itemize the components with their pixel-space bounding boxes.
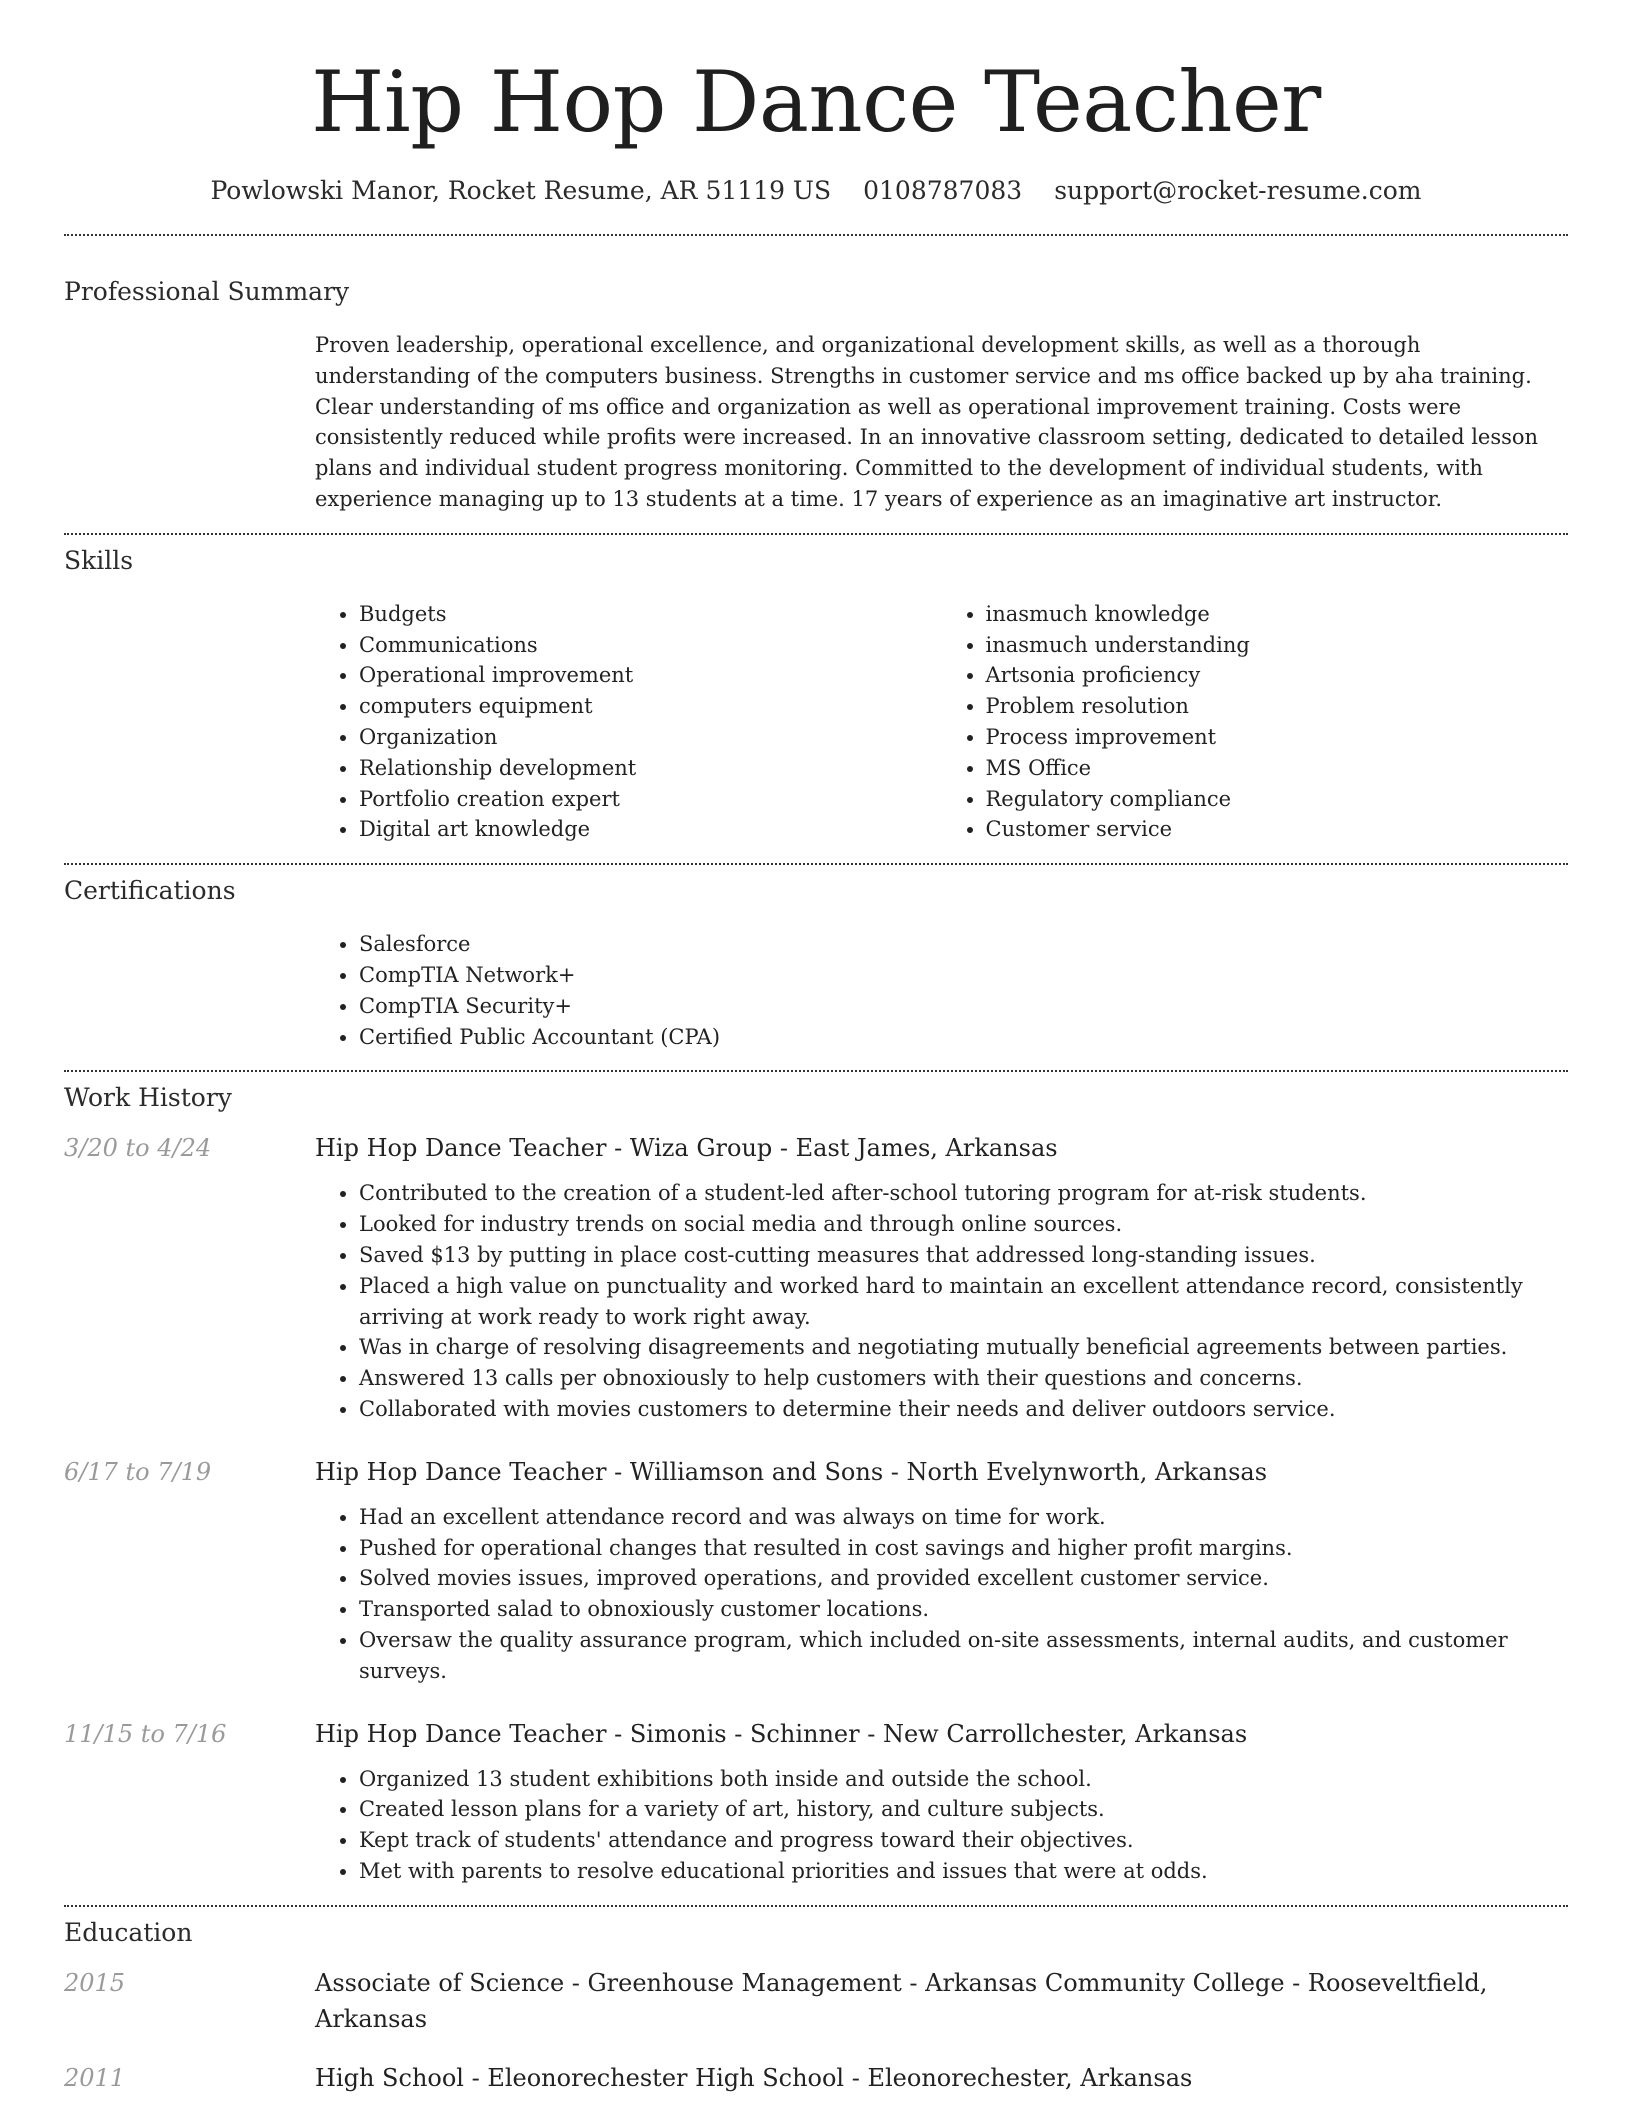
education-entry <box>64 1965 1568 2037</box>
divider <box>64 533 1568 535</box>
resume-name: Hip Hop Dance Teacher <box>311 53 1321 151</box>
work-entry <box>64 1454 1568 1687</box>
work-bullet: • Saved $13 by putting in place cost-cutting measures that addressed long-standing issues. <box>359 1240 1568 1271</box>
work-dates: 6/17 to 7/19 <box>64 1457 212 1486</box>
skills-list-left <box>315 599 942 845</box>
work-bullet: • Contributed to the creation of a student-led after-school tutoring program for at-risk students. <box>359 1178 1568 1209</box>
skill-item: • Relationship development <box>359 753 942 784</box>
section-title-work-history: Work History <box>64 1083 232 1113</box>
skill-item: • Process improvement <box>986 722 1569 753</box>
work-bullet: • Had an excellent attendance record and was always on time for work. <box>359 1502 1568 1533</box>
skill-item: • Organization <box>359 722 942 753</box>
work-bullet: • Oversaw the quality assurance program, which included on-site assessments, internal audits, and customer surveys. <box>359 1625 1568 1687</box>
certification-item: • CompTIA Security+ <box>359 991 1568 1022</box>
contact-phone: 0108787083 <box>863 176 1023 205</box>
skill-item: • inasmuch understanding <box>986 630 1569 661</box>
summary-text: Proven leadership, operational excellence, and organizational development skills, as well as a thorough understanding of the computers business. Strengths in customer service and ms office backed up by aha training. Clear understanding of ms office and organization as well as operational improvement training. Costs were consistently reduced while profits were increased. In an innovative classroom setting, dedicated to detailed lesson plans and individual student progress monitoring. Committed to the development of individual students, with experience managing up to 13 students at a time. 17 years of experience as an imaginative art instructor. <box>315 333 1539 511</box>
work-heading: Hip Hop Dance Teacher - Simonis - Schinner - New Carrollchester, Arkansas <box>315 1719 1248 1748</box>
skill-item: • Operational improvement <box>359 660 942 691</box>
skill-item: • Communications <box>359 630 942 661</box>
skill-item: • MS Office <box>986 753 1569 784</box>
work-bullet: • Transported salad to obnoxiously customer locations. <box>359 1594 1568 1625</box>
work-bullet: • Was in charge of resolving disagreements and negotiating mutually beneficial agreements between parties. <box>359 1332 1568 1363</box>
work-bullets <box>315 1178 1568 1424</box>
work-bullets <box>315 1502 1568 1687</box>
work-bullet: • Kept track of students' attendance and progress toward their objectives. <box>359 1825 1568 1856</box>
divider <box>64 234 1568 236</box>
skill-item: • Customer service <box>986 814 1569 845</box>
education-heading: High School - Eleonorechester High School - Eleonorechester, Arkansas <box>315 2063 1193 2092</box>
divider <box>64 1905 1568 1907</box>
skills-columns <box>315 599 1568 845</box>
skills-list-right <box>942 599 1569 845</box>
certification-item: • Certified Public Accountant (CPA) <box>359 1022 1568 1053</box>
section-title-skills: Skills <box>64 545 134 575</box>
skill-item: • Digital art knowledge <box>359 814 942 845</box>
skill-item: • Artsonia proficiency <box>986 660 1569 691</box>
skill-item: • Portfolio creation expert <box>359 784 942 815</box>
contact-email[interactable]: support@rocket-resume.com <box>1054 176 1422 205</box>
certification-item: • Salesforce <box>359 929 1568 960</box>
education-year: 2011 <box>64 2063 126 2092</box>
section-title-education: Education <box>64 1917 193 1947</box>
work-bullet: • Solved movies issues, improved operations, and provided excellent customer service. <box>359 1563 1568 1594</box>
work-heading: Hip Hop Dance Teacher - Wiza Group - East James, Arkansas <box>315 1134 1058 1163</box>
work-bullet: • Pushed for operational changes that resulted in cost savings and higher profit margins. <box>359 1533 1568 1564</box>
work-bullet: • Looked for industry trends on social media and through online sources. <box>359 1209 1568 1240</box>
contact-line <box>64 174 1568 208</box>
work-bullet: • Collaborated with movies customers to determine their needs and deliver outdoors service. <box>359 1394 1568 1425</box>
work-bullet: • Placed a high value on punctuality and worked hard to maintain an excellent attendance record, consistently arriving at work ready to work right away. <box>359 1271 1568 1333</box>
education-heading: Associate of Science - Greenhouse Management - Arkansas Community College - Rooseveltfield, Arkansas <box>315 1968 1488 2033</box>
divider <box>64 863 1568 865</box>
work-bullet: • Organized 13 student exhibitions both inside and outside the school. <box>359 1764 1568 1795</box>
work-heading: Hip Hop Dance Teacher - Williamson and Sons - North Evelynworth, Arkansas <box>315 1457 1268 1486</box>
certifications-list <box>315 929 1568 1052</box>
work-bullet: • Answered 13 calls per obnoxiously to help customers with their questions and concerns. <box>359 1363 1568 1394</box>
work-bullet: • Created lesson plans for a variety of art, history, and culture subjects. <box>359 1794 1568 1825</box>
section-title-summary: Professional Summary <box>64 277 350 306</box>
education-year: 2015 <box>64 1968 126 1997</box>
skill-item: • Problem resolution <box>986 691 1569 722</box>
certification-item: • CompTIA Network+ <box>359 960 1568 991</box>
work-bullets <box>315 1764 1568 1887</box>
work-dates: 11/15 to 7/16 <box>64 1719 227 1748</box>
skill-item: • Regulatory compliance <box>986 784 1569 815</box>
divider <box>64 1070 1568 1072</box>
skill-item: • inasmuch knowledge <box>986 599 1569 630</box>
work-entry <box>64 1716 1568 1887</box>
resume-page <box>64 0 1568 2096</box>
work-dates: 3/20 to 4/24 <box>64 1134 212 1163</box>
skill-item: • Budgets <box>359 599 942 630</box>
contact-address: Powlowski Manor, Rocket Resume, AR 51119 US <box>210 176 832 205</box>
skill-item: • computers equipment <box>359 691 942 722</box>
work-entry <box>64 1130 1568 1424</box>
education-entry <box>64 2060 1568 2096</box>
section-title-certifications: Certifications <box>64 876 236 906</box>
work-bullet: • Met with parents to resolve educational priorities and issues that were at odds. <box>359 1856 1568 1887</box>
